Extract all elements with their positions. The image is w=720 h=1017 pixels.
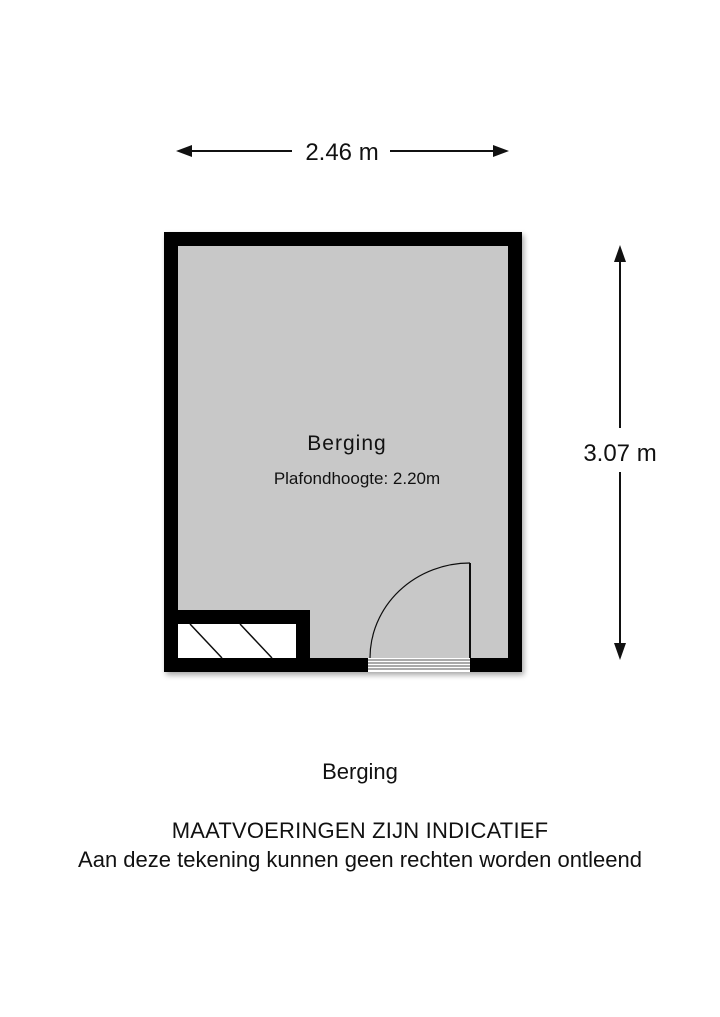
height-label: 3.07 m <box>583 440 657 467</box>
disclaimer-title: MAATVOERINGEN ZIJN INDICATIEF <box>171 818 549 843</box>
arrow-right-icon <box>493 145 509 157</box>
arrow-down-icon <box>614 643 626 660</box>
arrow-up-icon <box>614 245 626 262</box>
arrow-left-icon <box>176 145 192 157</box>
door-jamb-right <box>470 658 478 672</box>
floor-name: Berging <box>322 759 398 784</box>
ceiling-height: Plafondhoogte: 2.20m <box>273 469 441 488</box>
width-label: 2.46 m <box>305 139 379 166</box>
height-dimension <box>583 245 656 660</box>
room-name: Berging <box>307 432 387 455</box>
disclaimer-text: Aan deze tekening kunnen geen rechten worden ontleend <box>78 847 642 872</box>
door-jamb-left <box>360 658 368 672</box>
width-dimension <box>176 139 509 166</box>
